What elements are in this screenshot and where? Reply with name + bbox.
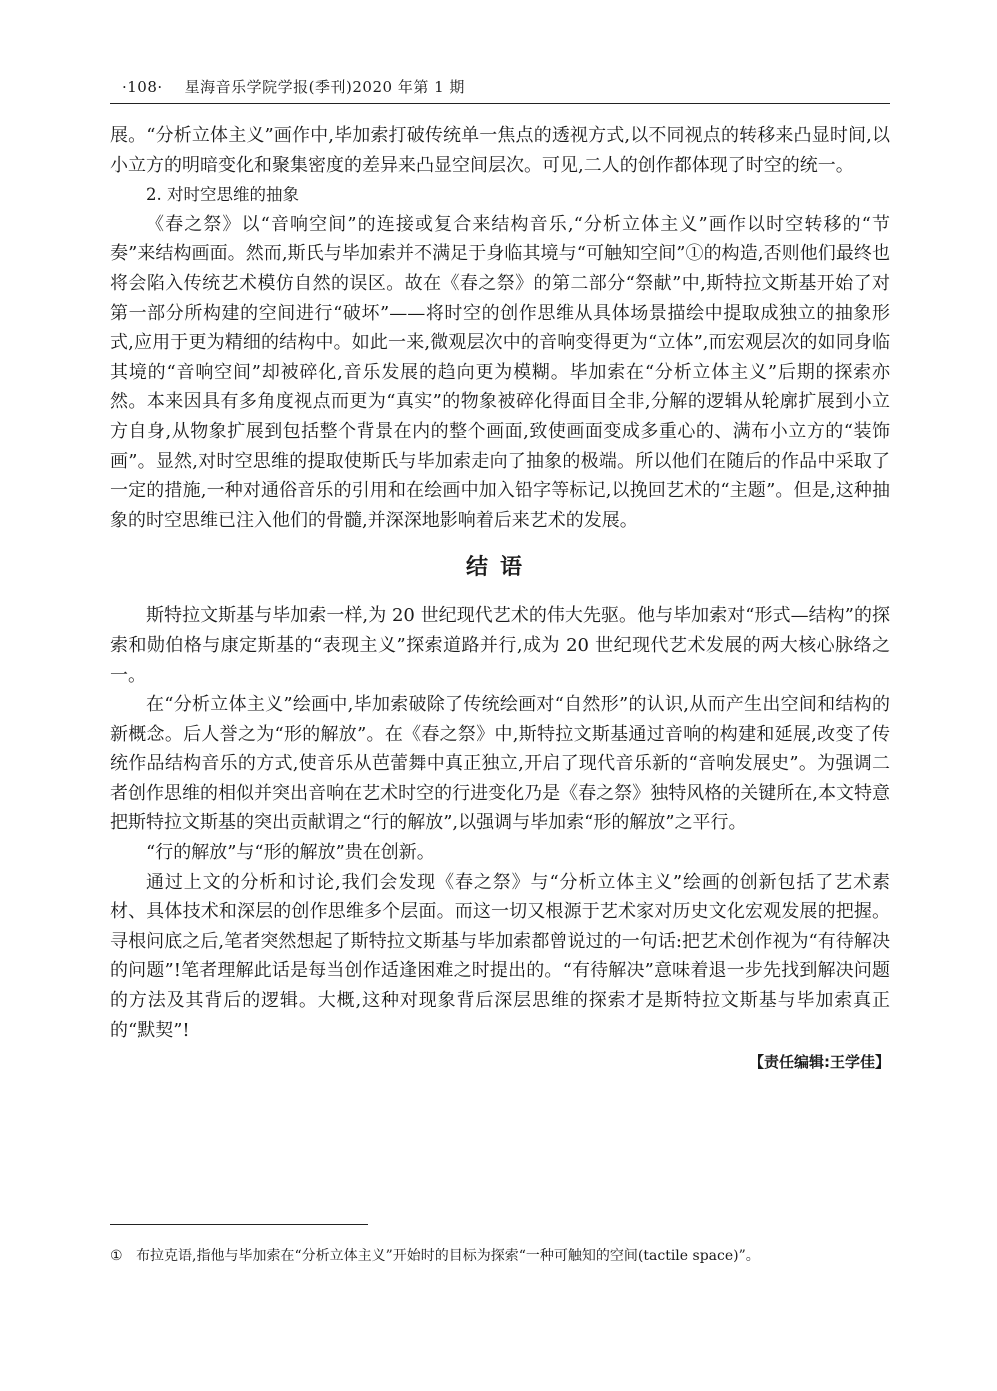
footnote-text: 布拉克语,指他与毕加索在“分析立体主义”开始时的目标为探索“一种可触知的空间(tactile space)”。 (136, 1248, 760, 1264)
paragraph: “行的解放”与“形的解放”贵在创新。 (146, 842, 435, 864)
subsection-heading: 2. 对时空思维的抽象 (146, 185, 299, 205)
paragraph-continued: 展。“分析立体主义”画作中,毕加索打破传统单一焦点的透视方式,以不同视点的转移来凸显时间,以小立方的明暗变化和聚集密度的差异来凸显空间层次。可见,二人的创作都体现了时空的统一。 (110, 125, 890, 176)
footnote-rule (110, 1224, 368, 1225)
paragraph: 斯特拉文斯基与毕加索一样,为 20 世纪现代艺术的伟大先驱。他与毕加索对“形式—结构”的探索和勋伯格与康定斯基的“表现主义”探索道路并行,成为 20 世纪现代艺术发展的两大核心脉络之一。 (110, 605, 890, 686)
running-header (110, 76, 890, 102)
paragraph: 在“分析立体主义”绘画中,毕加索破除了传统绘画对“自然形”的认识,从而产生出空间和结构的新概念。后人誉之为“形的解放”。在《春之祭》中,斯特拉文斯基通过音响的构建和延展,改变了传统作品结构音乐的方式,使音乐从芭蕾舞中真正独立,开启了现代音乐新的“音响发展史”。为强调二者创作思维的相似并突出音响在艺术时空的行进变化乃是《春之祭》独特风格的关键所在,本文特意把斯特拉文斯基的突出贡献谓之“行的解放”,以强调与毕加索“形的解放”之平行。 (110, 694, 890, 834)
journal-title: 星海音乐学院学报(季刊)2020 年第 1 期 (184, 78, 465, 96)
paragraph: 《春之祭》以“音响空间”的连接或复合来结构音乐,“分析立体主义”画作以时空转移的“节奏”来结构画面。然而,斯氏与毕加索并不满足于身临其境与“可触知空间”①的构造,否则他们最终也将会陷入传统艺术模仿自然的误区。故在《春之祭》的第二部分“祭献”中,斯特拉文斯基开始了对第一部分所构建的空间进行“破坏”——将时空的创作思维从具体场景描绘中提取成独立的抽象形式,应用于更为精细的结构中。如此一来,微观层次中的音响变得更为“立体”,而宏观层次的如同身临其境的“音响空间”却被碎化,音乐发展的趋向更为模糊。毕加索在“分析立体主义”后期的探索亦然。本来因具有多角度视点而更为“真实”的物象被碎化得面目全非,分解的逻辑从轮廓扩展到小立方自身,从物象扩展到包括整个背景在内的整个画面,致使画面变成多重心的、满布小立方的“装饰画”。显然,对时空思维的提取使斯氏与毕加索走向了抽象的极端。所以他们在随后的作品中采取了一定的措施,一种对通俗音乐的引用和在绘画中加入铅字等标记,以挽回艺术的“主题”。但是,这种抽象的时空思维已注入他们的骨髓,并深深地影响着后来艺术的发展。 (110, 213, 890, 531)
editor-credit: 【责任编辑:王学佳】 (749, 1053, 890, 1072)
section-title: 结语 (465, 554, 534, 581)
footnote (110, 1245, 890, 1267)
article-body (110, 121, 890, 1077)
header-rule (110, 103, 890, 104)
paragraph: 通过上文的分析和讨论,我们会发现《春之祭》与“分析立体主义”绘画的创新包括了艺术素材、具体技术和深层的创作思维多个层面。而这一切又根源于艺术家对历史文化宏观发展的把握。寻根问底之后,笔者突然想起了斯特拉文斯基与毕加索都曾说过的一句话:把艺术创作视为“有待解决的问题”!笔者理解此话是每当创作适逢困难之时提出的。“有待解决”意味着退一步先找到解决问题的方法及其背后的逻辑。大概,这种对现象背后深层思维的探索才是斯特拉文斯基与毕加索真正的“默契”! (110, 871, 890, 1041)
footnote-marker: ① (110, 1248, 123, 1264)
page-number: ·108· (122, 78, 163, 96)
